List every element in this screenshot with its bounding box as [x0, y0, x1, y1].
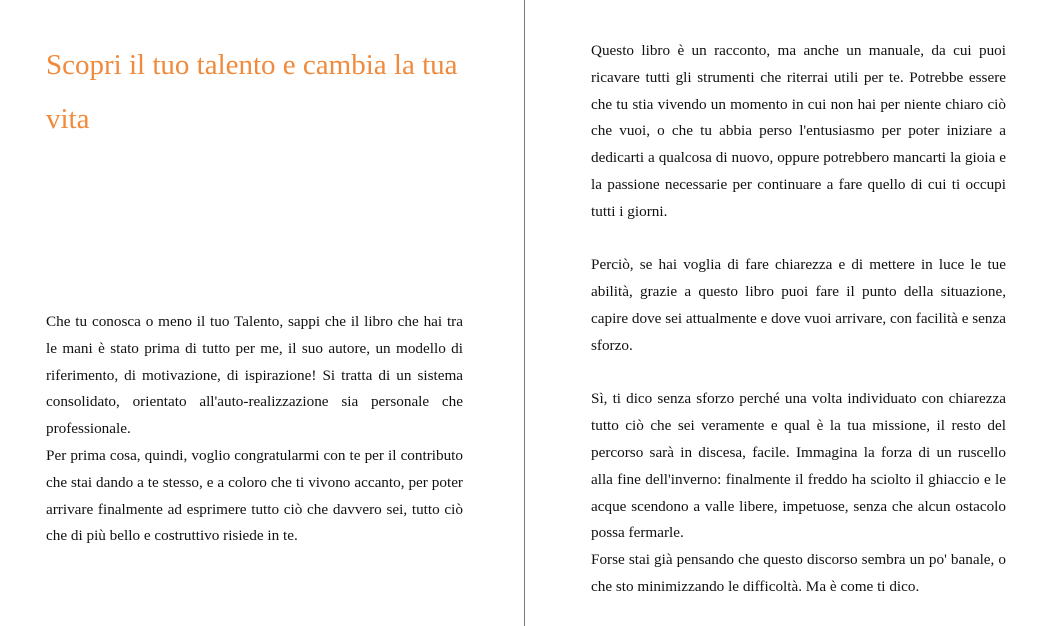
left-page-body — [46, 309, 463, 550]
right-page-body — [591, 38, 1006, 601]
chapter-title: Scopri il tuo talento e cambia la tua vita — [46, 49, 458, 135]
paragraph-spacer — [591, 360, 1006, 387]
paragraph: Per prima cosa, quindi, voglio congratularmi con te per il contributo che stai dando a te stesso, e a coloro che ti vivono accanto, per poter arrivare finalmente ad esprimere tutto ciò che davvero sei, tutto ciò che di più bello e costruttivo risiede in te. — [46, 446, 463, 545]
paragraph: Forse stai già pensando che questo discorso sembra un po' banale, o che sto minimizzando le difficoltà. Ma è come ti dico. — [591, 551, 1006, 595]
paragraph: Questo libro è un racconto, ma anche un manuale, da cui puoi ricavare tutti gli strumenti che riterrai utili per te. Potrebbe essere che tu stia vivendo un momento in cui non hai per niente chiaro ciò che vuoi, o che tu abbia perso l'entusiasmo per poter iniziare a dedicarti a qualcosa di nuovo, oppure potrebbero mancarti la gioia e la passione necessarie per continuare a fare quello di cui ti occupi tutti i giorni. — [591, 42, 1006, 220]
paragraph: Sì, ti dico senza sforzo perché una volta individuato con chiarezza tutto ciò che sei veramente e qual è la tua missione, il resto del percorso sarà in discesa, facile. Immagina la forza di un ruscello alla fine dell'inverno: finalmente il freddo ha sciolto il ghiaccio e le acque scendono a valle libere, impetuose, senza che alcun ostacolo possa fermarle. — [591, 390, 1006, 542]
paragraph: Perciò, se hai voglia di fare chiarezza e di mettere in luce le tue abilità, grazie a questo libro puoi fare il punto della situazione, capire dove sei attualmente e dove vuoi arrivare, con facilità e senza sforzo. — [591, 256, 1006, 354]
paragraph-spacer — [591, 226, 1006, 253]
page-divider — [524, 0, 525, 626]
paragraph: Che tu conosca o meno il tuo Talento, sappi che il libro che hai tra le mani è stato prima di tutto per me, il suo autore, un modello di riferimento, di motivazione, di ispirazione! Si tratta di un sistema consolidato, orientato all'auto-realizzazione sia personale che professionale. — [46, 313, 463, 438]
right-page — [526, 0, 1039, 626]
